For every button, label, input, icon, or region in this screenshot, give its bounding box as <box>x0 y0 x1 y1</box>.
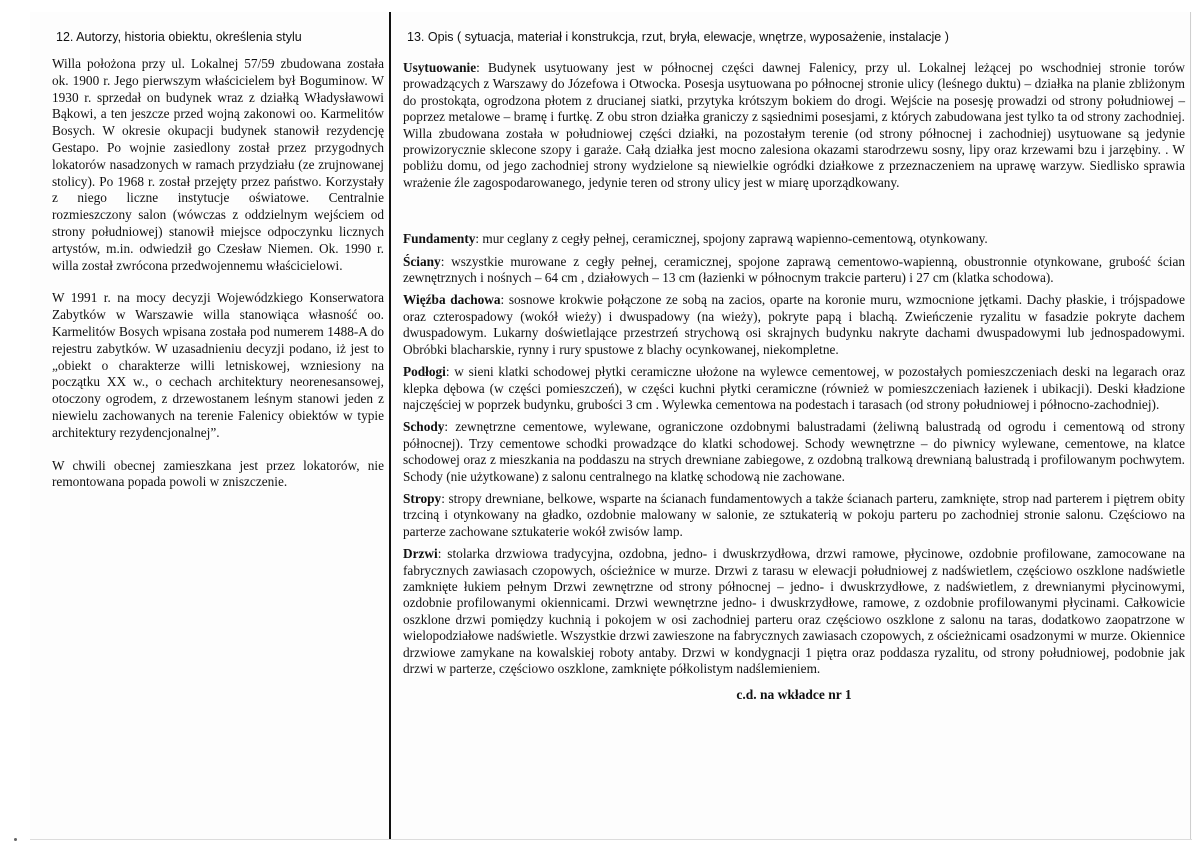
desc-drzwi <box>403 546 1185 677</box>
desc-fundamenty <box>403 231 1185 247</box>
history-column <box>52 56 384 507</box>
column-divider <box>389 12 391 840</box>
desc-usytuowanie <box>403 60 1185 191</box>
desc-label: Podłogi <box>403 364 446 380</box>
history-paragraph-1: Willa położona przy ul. Lokalnej 57/59 zbudowana została ok. 1900 r. Jego pierwszym właścicielem był Boguminow. W 1930 r. sprzedał on budynek wraz z działką Władysławowi Bąkowi, a ten jeszcze przed wojną zakonowi oo. Karmelitów Bosych. W okresie okupacji budynek stanowił rezydencję Gestapo. Po wojnie zasiedlony został przez przygodnych lokatorów nasadzonych w ramach przydziału (ze zrujnowanej stolicy). Po 1968 r. został przejęty przez państwo. Korzystały z niego liczne instytucje oświatowe. Centralnie rozmieszczony salon (wówczas z oddzielnym wejściem od strony południowej) stanowił miejsce odpoczynku licznych artystów, m.in. odwiedził go Czesław Niemen. Ok. 1990 r. willa został zwrócona przedwojennemu właścicielowi. <box>52 56 384 273</box>
history-paragraph-3: W chwili obecnej zamieszkana jest przez lokatorów, nie remontowana popada powoli w zniszczenie. <box>52 457 384 490</box>
document-page <box>30 12 1192 840</box>
frame-edge-bottom <box>30 839 1192 840</box>
desc-wiezba <box>403 292 1185 358</box>
desc-text: : stropy drewniane, belkowe, wsparte na ścianach fundamentowych a także ścianach parteru, zamknięte, strop nad parterem i piętrem obity trzciną i otynkowany na gładko, ozdobnie malowany w salonie, ze sztukaterią w pokoju parteru po zachodniej stronie salonu. Częściowo na parterze zachowane sztukaterie wokół zwisów lamp. <box>403 490 1185 539</box>
desc-podlogi <box>403 364 1185 413</box>
desc-text: : Budynek usytuowany jest w północnej części dawnej Falenicy, przy ul. Lokalnej leżącej po wschodniej stronie torów prowadzących z Warszawy do Józefowa i Otwocka. Posesja usytuowana po północnej stronie ulicy (leśnego duktu) – działka na planie zbliżonym do prostokąta, ogrodzona płotem z drucianej siatki, przytyka krótszym bokiem do drogi. Wejście na posesję prowadzi od strony południowej – poprzez metalowe – bramę i furtkę. Z obu stron działka graniczy z sąsiednimi posesjami, z których zabudowana jest tylko ta od strony zachodniej. Willa zbudowana została w południowej części działki, na pozostałym terenie (od strony północnej i zachodniej) usytuowane są jedynie prowizorycznie sklecone szopy i garaże. Całą działka jest mocno zalesiona okazami starodrzewu sosny, lipy oraz krzewami bzu i jarzębiny. . W pobliżu domu, od jego zachodniej strony wydzielone są niewielkie ogródki działkowe z przeznaczeniem na uprawę warzyw. Siedlisko sprawia wrażenie źle zagospodarowanego, jedynie teren od strony ulicy jest w miarę uporządkowany. <box>403 60 1185 190</box>
desc-text: : zewnętrzne cementowe, wylewane, ograniczone ozdobnymi balustradami (żeliwną balustradą od ogrodu i cementową od strony północnej). Trzy cementowe schodki prowadzące do klatki schodowej. Schody wewnętrzne – do piwnicy wylewane, cementowe, na klatce schodowej oraz z mieszkania na poddaszu na strych drewniane zabiegowe, z ozdobną tralkową drewnianą balustradą i profilowanym pochwytem. Schody (nie użytkowane) z salonu centralnego na klatkę schodową nie zachowane. <box>403 419 1185 484</box>
desc-label: Więźba dachowa <box>403 292 501 308</box>
continuation-note: c.d. na wkładce nr 1 <box>736 687 852 703</box>
desc-label: Ściany <box>403 253 441 269</box>
desc-text: : sosnowe krokwie połączone ze sobą na zacios, oparte na koronie muru, wzmocnione jętkami. Dachy płaskie, i trójspadowe oraz czterospadowy (wokół wieży) i dwuspadowy (na wieży), pokryte papą i blachą. Zwieńczenie ryzalitu w fasadzie pokryte dachem dwuspadowym. Lukarny doświetlające przestrzeń strychową osi skrajnych budynku nakryte dachami dwuspadowymi lub jednospadowymi. Obróbki blacharskie, rynny i rury spustowe z blachy ocynkowanej, niekompletne. <box>403 292 1185 357</box>
desc-label: Drzwi <box>403 546 438 562</box>
section-12-heading: 12. Autorzy, historia obiektu, określenia stylu <box>56 30 302 44</box>
section-13-heading: 13. Opis ( sytuacja, materiał i konstrukcja, rzut, bryła, elewacje, wnętrze, wyposażenie, instalacje ) <box>407 30 949 44</box>
desc-label: Schody <box>403 419 445 435</box>
desc-text: : w sieni klatki schodowej płytki ceramiczne ułożone na wylewce cementowej, w pozostałych pomieszczeniach deski na legarach oraz klepka dębowa (w części pomieszczeń), w części kuchni płytki ceramiczne (również w pomieszczeniach łazienek i ubikacji). Deski kładzione najczęściej w poprzek budynku, grubości 3 cm . Wylewka cementowa na podestach i tarasach (od strony południowej i północno-zachodniej). <box>403 364 1185 412</box>
frame-edge-right <box>1190 12 1191 840</box>
desc-text: : wszystkie murowane z cegły pełnej, ceramicznej, spojone zaprawą cementowo-wapienną, obustronnie otynkowane, grubość ścian zewnętrznych i nośnych – 64 cm , działowych – 13 cm (łazienki w północnym trakcie parteru) i 27 cm (klatka schodowa). <box>403 253 1185 286</box>
desc-stropy <box>403 491 1185 540</box>
desc-label: Fundamenty <box>403 231 476 247</box>
desc-label: Stropy <box>403 490 442 506</box>
desc-text: : stolarka drzwiowa tradycyjna, ozdobna, jedno- i dwuskrzydłowa, drzwi ramowe, płycinowe, ozdobnie profilowane, zamocowane na fabrycznych zawiasach czopowych, ościeżnice w murze. Drzwi z tarasu w elewacji południowej z nadświetlem, częściowo oszklone nadświetle zamknięte łukiem pełnym Drzwi zewnętrzne od strony północnej – jedno- i dwuskrzydłowe, z nadświetlem, z drewnianymi płycinowymi, ozdobnie profilowanymi okiennicami. Drzwi wewnętrzne jedno- i dwuskrzydłowe, ramowe, z ozdobnie profilowanymi płycinami. Całkowicie oszklone drzwi pomiędzy kuchnią i pokojem w osi zachodniej parteru oraz częściowo oszklone z salonu na taras, dodatkowo zaopatrzone w wielopodziałowe nadświetle. Wszystkie drzwi zawieszone na fabrycznych zawiasach czopowych, z ościeżnicami osadzonymi w murze. Okiennice drzwiowe zamykane na kowalskiej roboty antaby. Drzwi w kondygnacji 1 piętra oraz poddasza ryzalitu, od strony południowej, podobnie jak drzwi w parterze, częściowo oszklone, zamknięte półkolistym nadślemieniem. <box>403 546 1185 676</box>
desc-text: : mur ceglany z cegły pełnej, ceramicznej, spojony zaprawą wapienno-cementową, otynkowany. <box>475 231 988 247</box>
description-column <box>403 60 1185 704</box>
desc-label: Usytuowanie <box>403 60 477 75</box>
history-paragraph-2: W 1991 r. na mocy decyzji Wojewódzkiego Konserwatora Zabytków w Warszawie willa stanowiąca własność oo. Karmelitów Bosych wpisana została pod numerem 1488-A do rejestru zabytków. W uzasadnieniu decyzji podano, iż jest to „obiekt o charakterze willi letniskowej, wzniesiony na początku XX w., o cechach architektury neorenesansowej, otoczony ogrodem, z drzewostanem leśnym stanowi jeden z niewielu zachowanych na terenie Falenicy obiektów w typie architektury rezydencjonalnej”. <box>52 290 384 440</box>
desc-schody <box>403 419 1185 485</box>
scan-speck <box>14 838 17 841</box>
desc-sciany <box>403 254 1185 287</box>
